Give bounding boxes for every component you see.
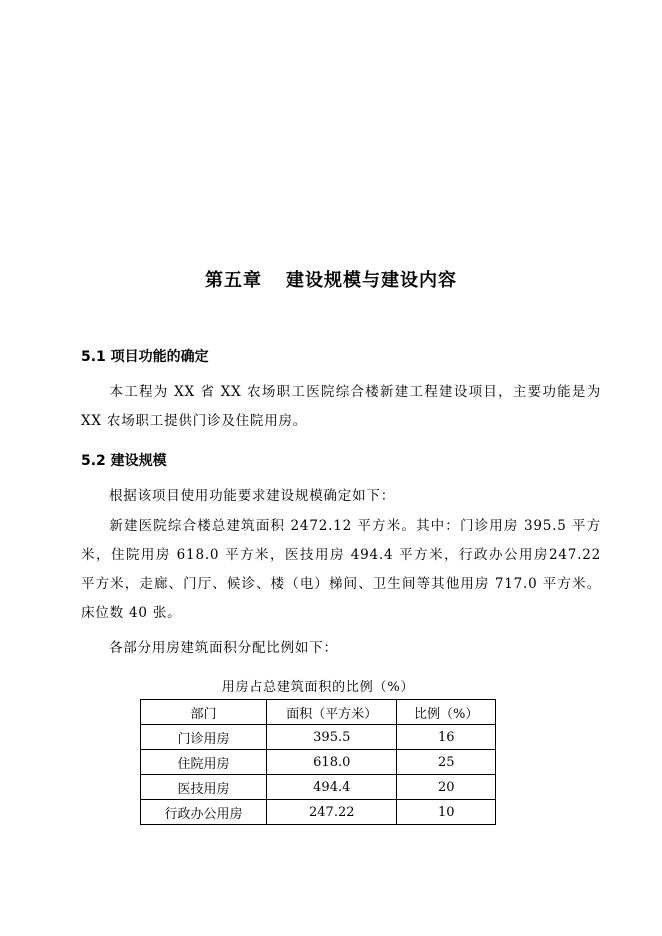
cell-department: 医技用房 [141, 775, 267, 800]
cell-department: 门诊用房 [141, 725, 267, 750]
section-5-1-heading: 5.1 项目功能的确定 [81, 349, 209, 365]
cell-ratio: 10 [397, 800, 496, 825]
area-ratio-table [140, 699, 496, 825]
table-header-row [141, 700, 496, 725]
cell-area: 247.22 [267, 800, 397, 825]
chapter-title [0, 266, 662, 292]
chapter-number: 第五章 [205, 270, 262, 291]
table-row [141, 750, 496, 775]
cell-area: 494.4 [267, 775, 397, 800]
cell-department: 住院用房 [141, 750, 267, 775]
header-ratio: 比例（%） [397, 700, 496, 725]
cell-ratio: 16 [397, 725, 496, 750]
section-5-2-detail: 新建医院综合楼总建筑面积 2472.12 平方米。其中：门诊用房 395.5 平方米，住院用房 618.0 平方米，医技用房 494.4 平方米，行政办公用房247.22 平方米，走廊、门厅、候诊、楼（电）梯间、卫生间等其他用房 717.0 平方米。床位数 40 张。 [81, 518, 601, 621]
chapter-name: 建设规模与建设内容 [286, 270, 457, 291]
header-area: 面积（平方米） [267, 700, 397, 725]
header-department: 部门 [141, 700, 267, 725]
cell-ratio: 25 [397, 750, 496, 775]
cell-area: 395.5 [267, 725, 397, 750]
table-row [141, 725, 496, 750]
cell-ratio: 20 [397, 775, 496, 800]
section-5-1-paragraph: 本工程为 XX 省 XX 农场职工医院综合楼新建工程建设项目，主要功能是为 XX 农场职工提供门诊及住院用房。 [81, 384, 601, 429]
cell-department: 行政办公用房 [141, 800, 267, 825]
table-caption: 用房占总建筑面积的比例（%） [221, 680, 415, 695]
cell-area: 618.0 [267, 750, 397, 775]
section-5-2-allocation-intro: 各部分用房建筑面积分配比例如下： [109, 640, 338, 656]
section-5-2-heading: 5.2 建设规模 [81, 453, 167, 469]
table-row [141, 800, 496, 825]
table-row [141, 775, 496, 800]
section-5-2-intro: 根据该项目使用功能要求建设规模确定如下： [109, 488, 395, 504]
